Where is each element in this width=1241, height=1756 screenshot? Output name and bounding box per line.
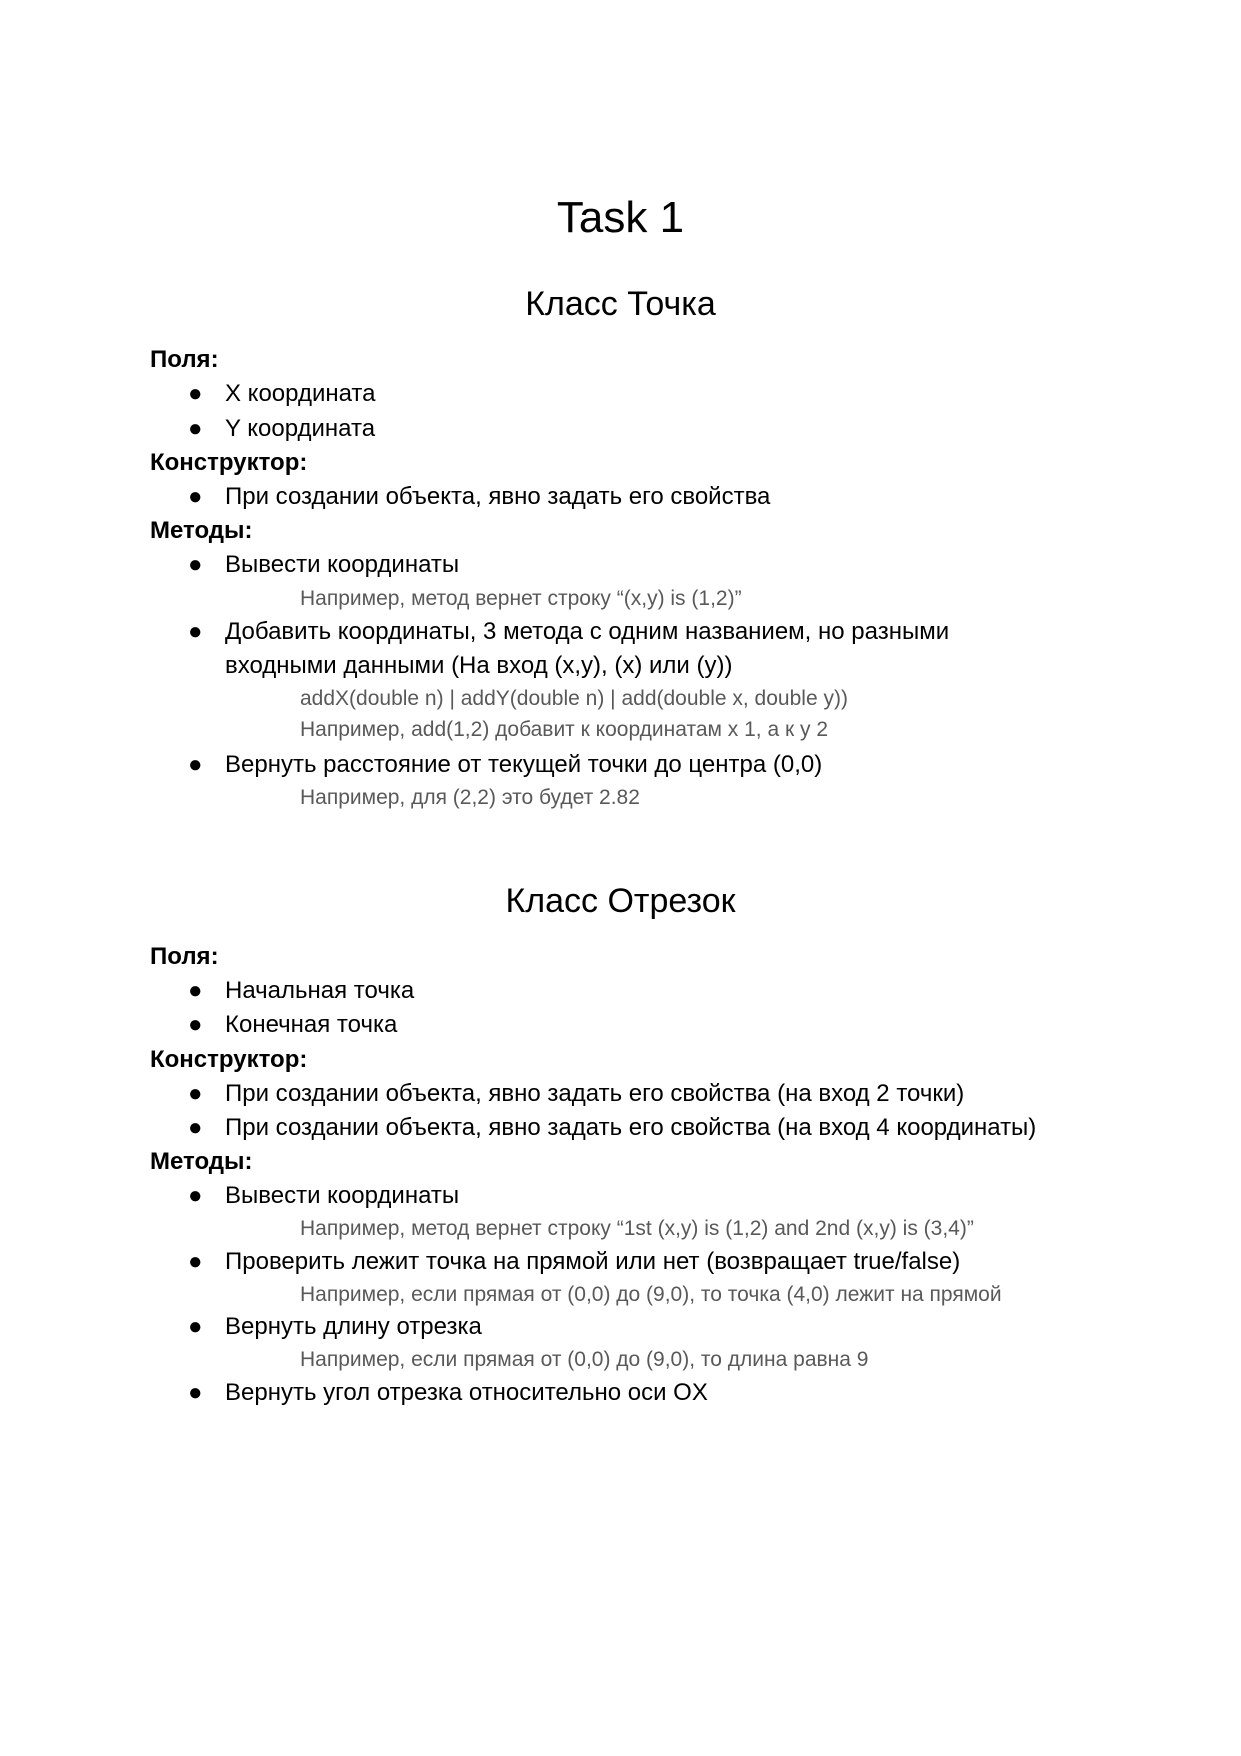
fields-label: Поля: [150, 346, 219, 373]
list-item: Добавить координаты, 3 метода с одним названием, но разными [225, 618, 950, 645]
constructor-label: Конструктор: [150, 449, 308, 476]
example-note: Например, для (2,2) это будет 2.82 [300, 786, 640, 809]
methods-label: Методы: [150, 517, 253, 544]
list-item: При создании объекта, явно задать его свойства (на вход 4 координаты) [225, 1114, 1037, 1141]
bullet-icon: ● [188, 1011, 203, 1038]
list-item: Y координата [225, 415, 376, 442]
list-item: Вывести координаты [225, 1182, 460, 1209]
bullet-icon: ● [188, 1182, 203, 1209]
section-heading-point: Класс Точка [525, 285, 716, 323]
bullet-icon: ● [188, 977, 203, 1004]
bullet-icon: ● [188, 415, 203, 442]
bullet-icon: ● [188, 751, 203, 778]
bullet-icon: ● [188, 380, 203, 407]
example-note: Например, add(1,2) добавит к координатам x 1, а к y 2 [300, 718, 829, 741]
section-heading-segment: Класс Отрезок [505, 882, 736, 920]
list-item: При создании объекта, явно задать его свойства [225, 483, 771, 510]
bullet-icon: ● [188, 1313, 203, 1340]
bullet-icon: ● [188, 1379, 203, 1406]
methods-label: Методы: [150, 1148, 253, 1175]
list-item-continuation: входными данными (На вход (x,y), (x) или (y)) [225, 652, 733, 679]
list-item: При создании объекта, явно задать его свойства (на вход 2 точки) [225, 1080, 965, 1107]
list-item: X координата [225, 380, 376, 407]
bullet-icon: ● [188, 1080, 203, 1107]
example-note: Например, если прямая от (0,0) до (9,0), то точка (4,0) лежит на прямой [300, 1283, 1002, 1306]
list-item: Вернуть расстояние от текущей точки до центра (0,0) [225, 751, 823, 778]
page-title: Task 1 [556, 193, 685, 242]
bullet-icon: ● [188, 618, 203, 645]
list-item: Конечная точка [225, 1011, 398, 1038]
list-item: Вернуть угол отрезка относительно оси OX [225, 1379, 708, 1406]
bullet-icon: ● [188, 1114, 203, 1141]
example-note: Например, метод вернет строку “(x,y) is (1,2)” [300, 587, 742, 610]
fields-label: Поля: [150, 943, 219, 970]
list-item: Вывести координаты [225, 551, 460, 578]
example-note: addX(double n) | addY(double n) | add(double x, double y)) [300, 687, 848, 710]
list-item: Вернуть длину отрезка [225, 1313, 482, 1340]
list-item: Проверить лежит точка на прямой или нет (возвращает true/false) [225, 1248, 961, 1275]
constructor-label: Конструктор: [150, 1046, 308, 1073]
example-note: Например, если прямая от (0,0) до (9,0), то длина равна 9 [300, 1348, 869, 1371]
bullet-icon: ● [188, 483, 203, 510]
bullet-icon: ● [188, 551, 203, 578]
example-note: Например, метод вернет строку “1st (x,y) is (1,2) and 2nd (x,y) is (3,4)” [300, 1217, 974, 1240]
list-item: Начальная точка [225, 977, 415, 1004]
bullet-icon: ● [188, 1248, 203, 1275]
